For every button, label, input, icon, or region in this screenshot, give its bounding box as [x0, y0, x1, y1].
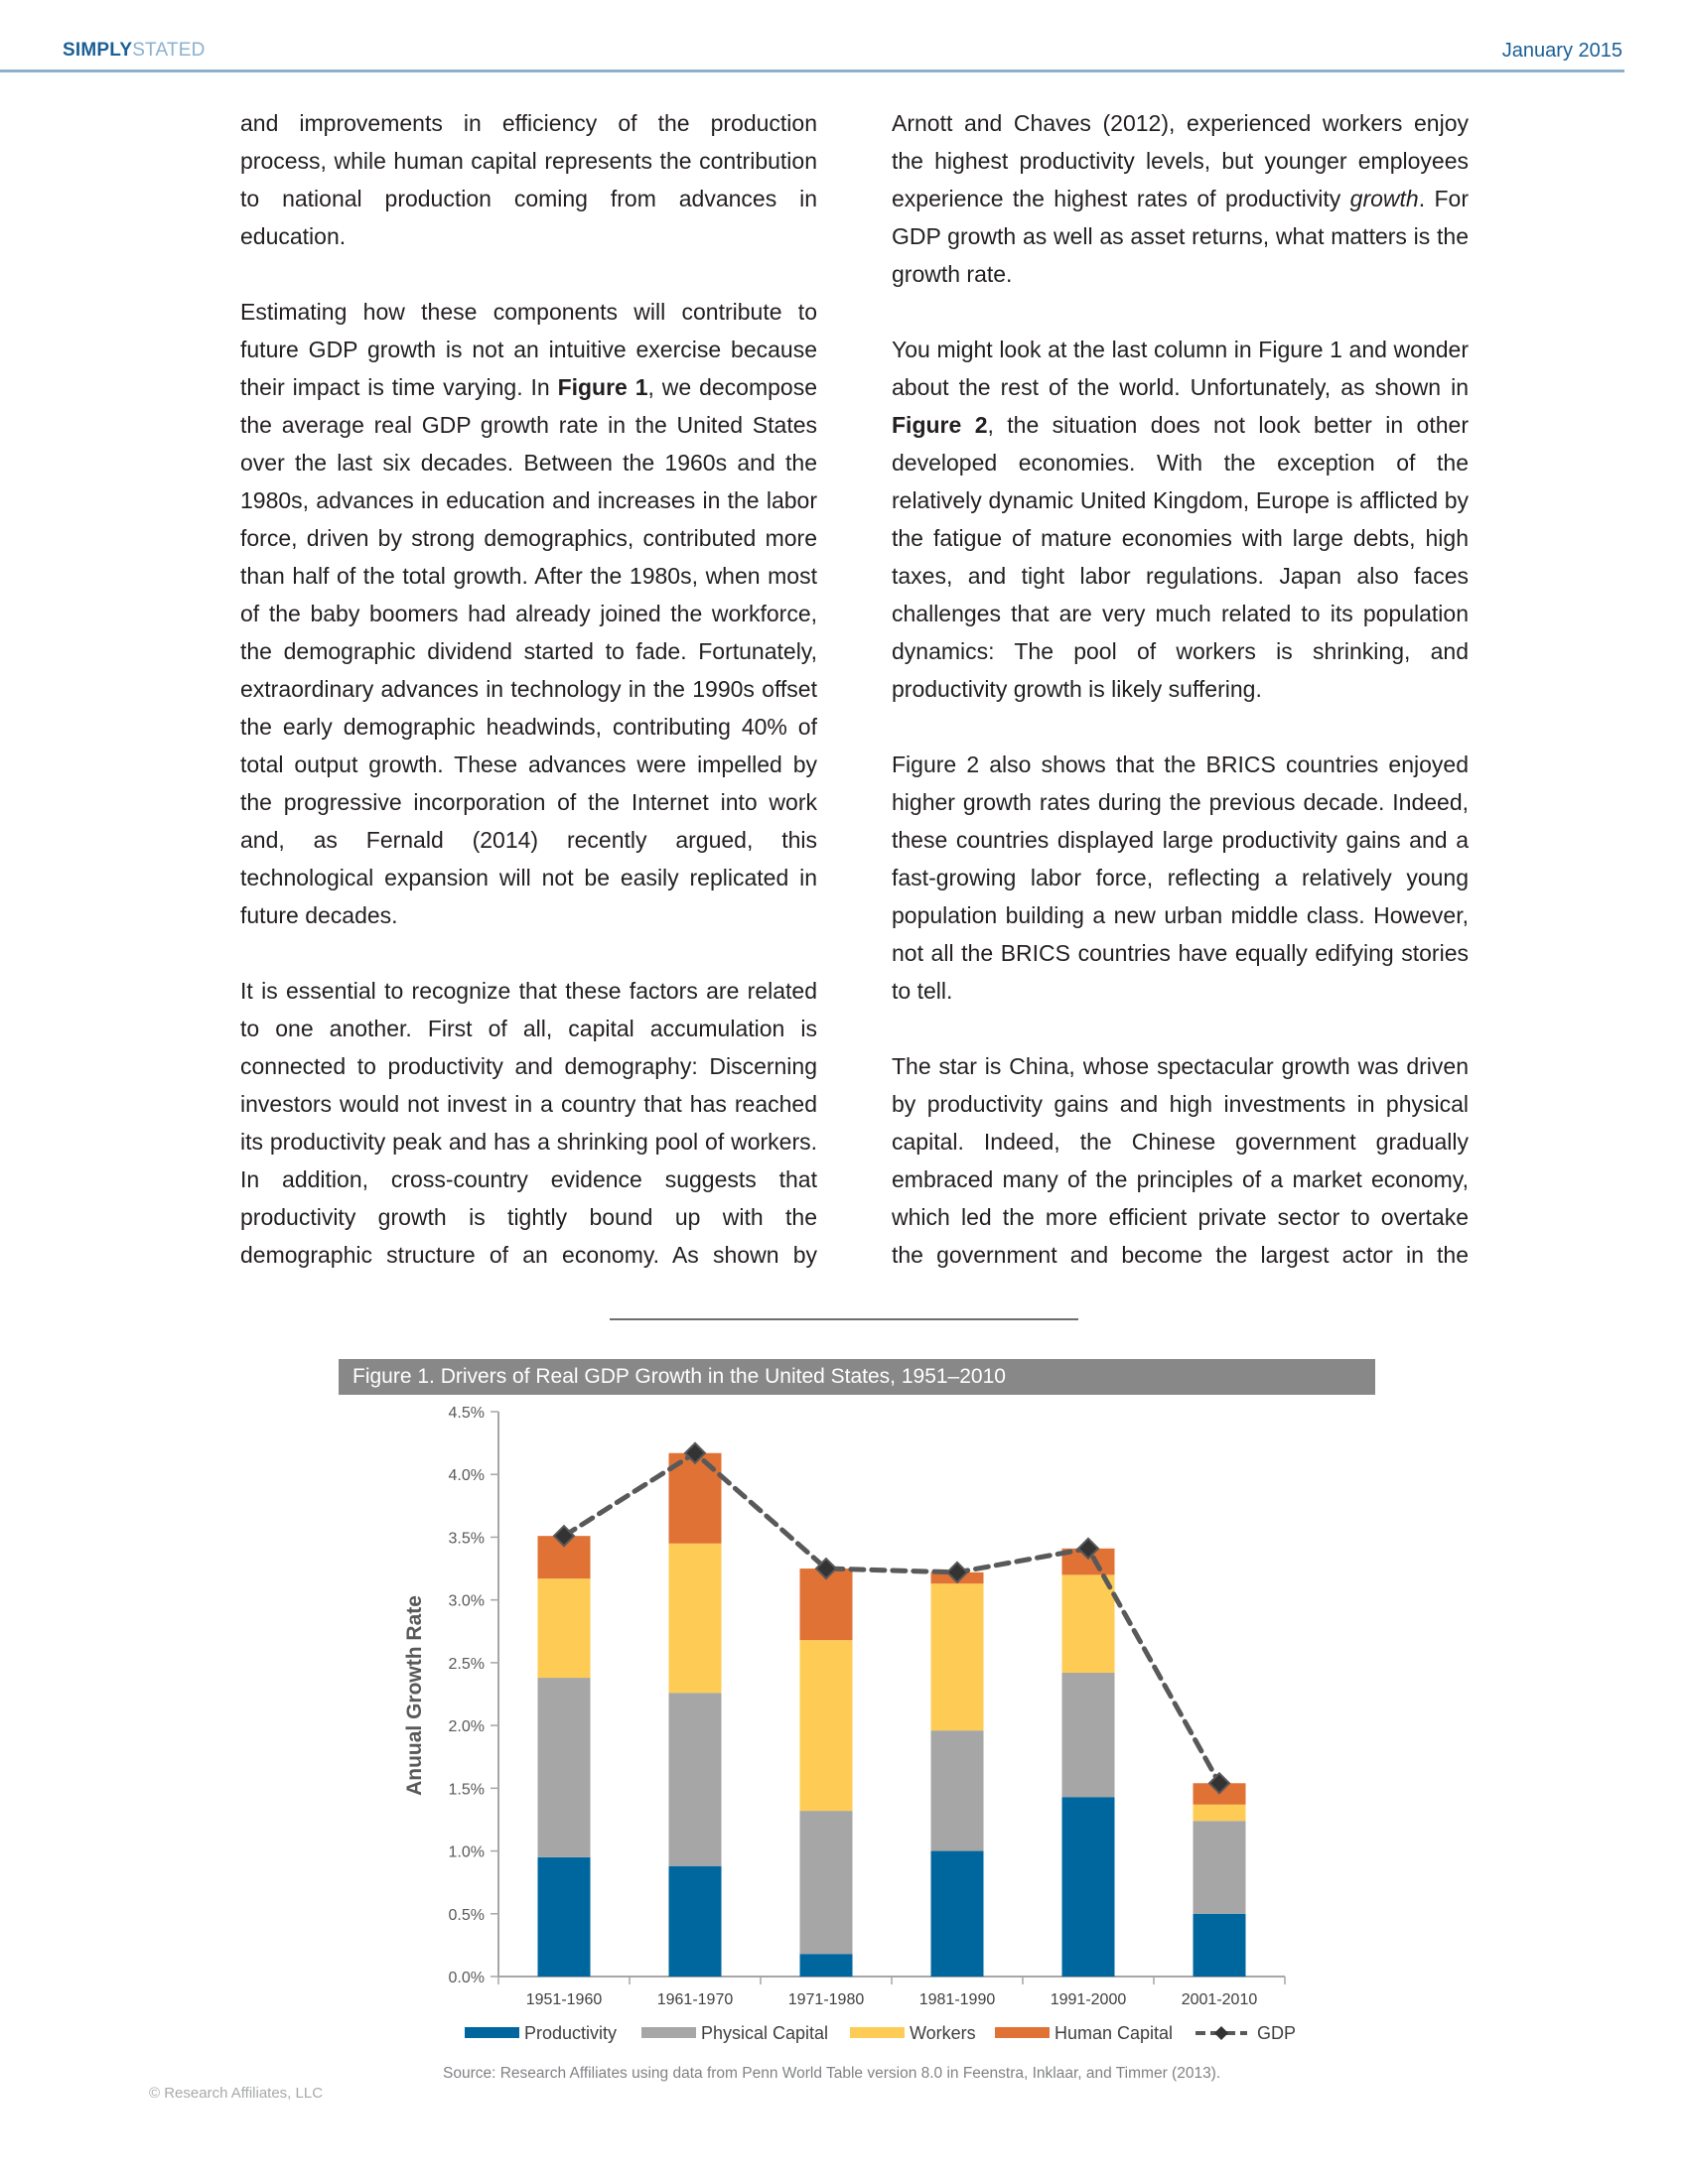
section-divider	[610, 1318, 1078, 1320]
text-run: , we decompose the average real GDP growth rate in the United States over the last six decades. Between the 1960s and the 1980s, advances in education and increases in the labor force, driven by strong demographics, contributed more than half of the total growth. After the 1980s, when most of the baby boomers had already joined the workforce, the demographic dividend started to fade. Fortunately, extraordinary advances in technology in the 1990s offset the early demographic headwinds, contributing 40% of total output growth. These advances were impelled by the progressive incorporation of the Internet into work and, as Fernald (2014) recently argued, this technological expansion will not be easily replicated in future decades.	[240, 374, 817, 928]
y-tick-label: 1.5%	[448, 1781, 485, 1799]
legend-label: Workers	[910, 2023, 976, 2043]
paragraph	[892, 104, 1469, 293]
gdp-marker	[554, 1526, 574, 1546]
gdp-marker	[816, 1559, 836, 1578]
figure-source: Source: Research Affiliates using data from Penn World Table version 8.0 in Feenstra, Inklaar, and Timmer (2013).	[443, 2065, 1221, 2082]
bar-segment-human-capital	[931, 1572, 984, 1583]
bar-segment-physical-capital	[1194, 1821, 1246, 1914]
bar-segment-physical-capital	[800, 1811, 853, 1954]
bar-segment-human-capital	[1194, 1783, 1246, 1804]
x-tick-label: 2001-2010	[1181, 1991, 1258, 2008]
x-tick-label: 1961-1970	[656, 1991, 734, 2008]
y-tick-label: 4.5%	[448, 1405, 485, 1422]
y-tick-label: 0.0%	[448, 1970, 485, 1986]
copyright: © Research Affiliates, LLC	[149, 2085, 324, 2102]
bar-segment-human-capital	[669, 1453, 722, 1544]
bar-segment-physical-capital	[669, 1693, 722, 1865]
y-tick-label: 0.5%	[448, 1906, 485, 1924]
text-run: Estimating how these components will contribute to future GDP growth is not an intuitive exercise because their impact is time varying. In	[240, 299, 817, 400]
gdp-marker	[685, 1443, 705, 1463]
header-rule	[0, 69, 1624, 72]
y-tick-label: 4.0%	[448, 1467, 485, 1485]
bar-segment-productivity	[931, 1851, 984, 1977]
bar-segment-workers	[1194, 1805, 1246, 1821]
brand-logo	[63, 40, 206, 62]
text-run: Arnott and Chaves (2012), experienced workers enjoy the highest productivity levels, but younger employees experience the highest rates of productivity	[892, 110, 1469, 211]
gdp-line	[564, 1453, 1219, 1784]
bar-segment-productivity	[800, 1954, 853, 1977]
legend-label: Productivity	[524, 2023, 618, 2043]
paragraph: and improvements in efficiency of the production process, while human capital represents the contribution to national production coming from advances in education.	[240, 110, 817, 249]
gdp-marker	[947, 1563, 967, 1582]
legend-swatch-human-capital	[995, 2027, 1050, 2038]
bar-segment-workers	[538, 1578, 591, 1678]
bar-segment-workers	[669, 1544, 722, 1693]
y-tick-label: 3.5%	[448, 1530, 485, 1548]
gdp-marker	[1078, 1539, 1098, 1559]
x-tick-label: 1981-1990	[918, 1991, 996, 2008]
paragraph	[892, 331, 1469, 708]
paragraph: Figure 2 also shows that the BRICS countries enjoyed higher growth rates during the previous decade. Indeed, these countries displayed large productivity gains and a fast-growing labor force, reflecting a relatively young population building a new urban middle class. However, not all the BRICS countries have equally edifying stories to tell.	[892, 751, 1469, 1004]
y-tick-label: 2.5%	[448, 1655, 485, 1673]
x-tick-label: 1971-1980	[787, 1991, 865, 2008]
bar-segment-productivity	[1062, 1797, 1115, 1977]
paragraph: The star is China, whose spectacular growth was driven by productivity gains and high investments in physical capital. Indeed, the Chinese government gradually embraced many of the principles of a market economy, which led the more efficient private sector to overtake the government and become the largest actor in the	[892, 1053, 1469, 1268]
paragraph: It is essential to recognize that these factors are related to one another. First of all, capital accumulation is connected to productivity and demography: Discerning investors would not invest in a country that has reached its productivity peak and has a shrinking pool of workers. In addition, cross-country evidence suggests that productivity growth is tightly bound up with the demographic structure of an economy. As shown by	[240, 978, 817, 1268]
figure-ref: Figure 2	[892, 412, 988, 438]
y-tick-label: 3.0%	[448, 1592, 485, 1610]
bar-segment-productivity	[1194, 1914, 1246, 1977]
text-run: . For GDP growth as well as asset returns, what matters is the growth rate.	[892, 186, 1470, 287]
bar-segment-physical-capital	[931, 1730, 984, 1850]
legend-swatch-physical-capital	[641, 2027, 696, 2038]
bar-segment-human-capital	[538, 1536, 591, 1578]
y-tick-label: 2.0%	[448, 1718, 485, 1736]
bar-segment-physical-capital	[1062, 1673, 1115, 1797]
bar-segment-human-capital	[800, 1569, 853, 1640]
x-tick-label: 1991-2000	[1050, 1991, 1127, 2008]
text-run: You might look at the last column in Figure 1 and wonder about the rest of the world. Unfortunately, as shown in	[892, 337, 1469, 400]
paragraph	[240, 293, 817, 934]
legend-label: Human Capital	[1055, 2023, 1174, 2043]
gdp-marker	[1209, 1773, 1229, 1793]
emphasis: growth	[1349, 186, 1419, 211]
bar-segment-productivity	[538, 1857, 591, 1977]
bar-segment-workers	[1062, 1574, 1115, 1673]
legend-marker-gdp	[1214, 2026, 1228, 2040]
right-column	[892, 104, 1469, 1274]
brand-bold: SIMPLY	[63, 40, 133, 61]
brand-light: STATED	[132, 40, 206, 61]
issue-date: January 2015	[1501, 40, 1622, 62]
x-tick-label: 1951-1960	[525, 1991, 603, 2008]
figure-title: Figure 1. Drivers of Real GDP Growth in the United States, 1951–2010	[339, 1359, 1375, 1395]
figure-ref: Figure 1	[557, 374, 648, 400]
legend-label: Physical Capital	[701, 2023, 829, 2043]
bar-segment-workers	[800, 1640, 853, 1811]
bar-segment-physical-capital	[538, 1678, 591, 1857]
legend-swatch-workers	[850, 2027, 905, 2038]
y-tick-label: 1.0%	[448, 1843, 485, 1861]
bar-segment-workers	[931, 1583, 984, 1730]
bar-segment-human-capital	[1062, 1549, 1115, 1575]
legend-swatch-productivity	[465, 2027, 519, 2038]
left-column	[240, 104, 817, 1274]
text-run: , the situation does not look better in other developed economies. With the exception of the relatively dynamic United Kingdom, Europe is afflicted by the fatigue of mature economies with large debts, high taxes, and tight labor regulations. Japan also faces challenges that are very much related to its population dynamics: The pool of workers is shrinking, and productivity growth is likely suffering.	[892, 412, 1469, 702]
legend-label: GDP	[1257, 2023, 1297, 2043]
y-axis-label: Anuual Growth Rate	[403, 1595, 426, 1796]
bar-segment-productivity	[669, 1866, 722, 1977]
